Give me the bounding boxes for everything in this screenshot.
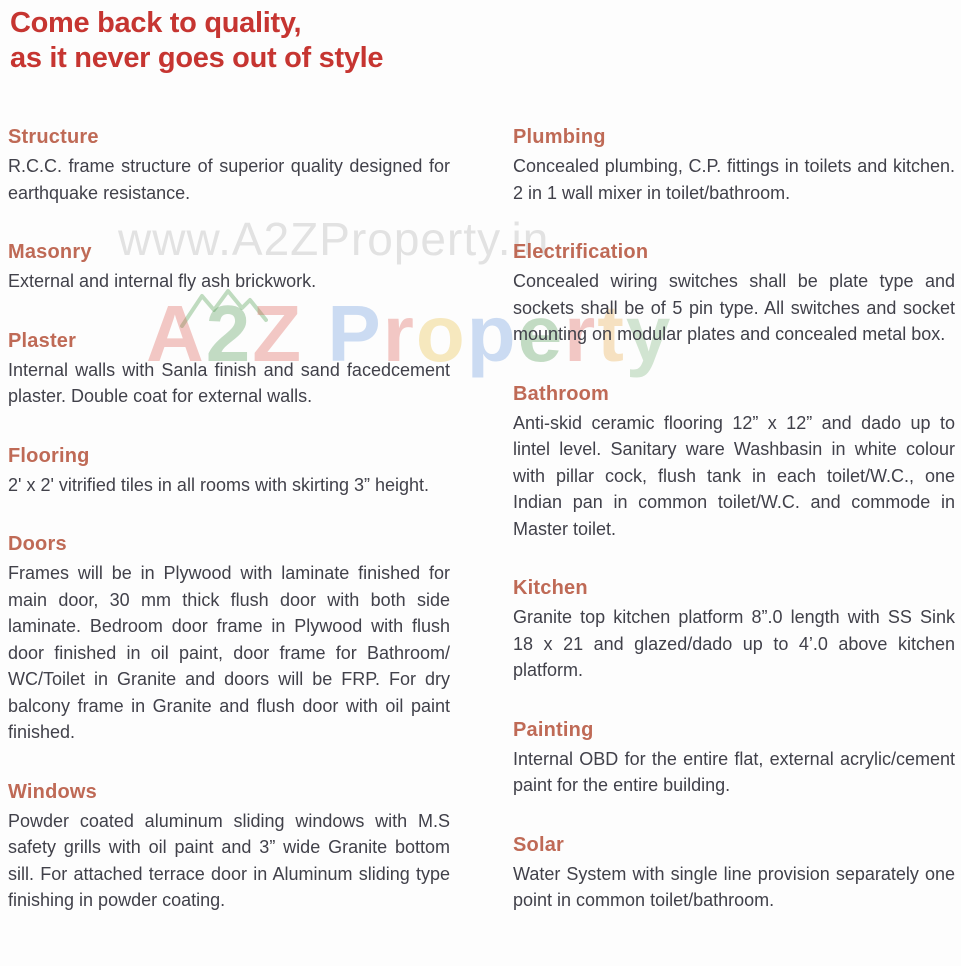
section-masonry — [8, 241, 450, 295]
section-plaster — [8, 330, 450, 410]
section-body-solar: Water System with single line provision separately one point in common toilet/bathroom. — [513, 863, 955, 910]
section-body-plaster: Internal walls with Sanla finish and sand facedcement plaster. Double coat for external walls. — [8, 359, 450, 406]
section-kitchen — [513, 577, 955, 684]
section-body-windows: Powder coated aluminum sliding windows with M.S safety grills with oil paint and 3” wide Granite bottom sill. For attached terrace door in Aluminum sliding type finishing in powder coating. — [8, 810, 450, 910]
section-heading-doors: Doors — [8, 533, 67, 555]
section-plumbing — [513, 126, 955, 206]
section-body-kitchen: Granite top kitchen platform 8”.0 length with SS Sink 18 x 21 and glazed/dado up to 4’.0 above kitchen platform. — [513, 607, 955, 680]
section-solar — [513, 834, 955, 914]
section-structure — [8, 126, 450, 206]
section-doors — [8, 533, 450, 746]
section-heading-structure: Structure — [8, 126, 99, 148]
section-heading-flooring: Flooring — [8, 444, 90, 467]
watermark-url-text: www.A2ZProperty.in — [118, 213, 550, 265]
section-heading-electrification: Electrification — [513, 241, 649, 263]
section-body-doors: Frames will be in Plywood with laminate finished for main door, 30 mm thick flush door with both side laminate. Bedroom door frame in Plywood with flush door finished in oil paint, door frame for Bathroom/ WC/Toilet in Granite and doors will be FRP. For dry balcony frame in Granite and flush door with oil paint finished. — [8, 563, 450, 742]
section-heading-bathroom: Bathroom — [513, 382, 610, 405]
page-title-line-1: Come back to quality, — [10, 7, 302, 39]
section-heading-solar: Solar — [513, 833, 565, 856]
section-heading-plaster: Plaster — [8, 329, 77, 352]
section-painting — [513, 719, 955, 799]
section-heading-masonry: Masonry — [8, 241, 92, 263]
section-heading-kitchen: Kitchen — [513, 577, 588, 599]
section-heading-windows: Windows — [8, 780, 97, 803]
section-body-masonry: External and internal fly ash brickwork. — [8, 271, 317, 291]
section-flooring — [8, 445, 450, 499]
section-electrification — [513, 241, 955, 348]
right-column — [513, 126, 955, 914]
section-body-painting: Internal OBD for the entire flat, external acrylic/cement paint for the entire building. — [513, 748, 955, 795]
section-bathroom — [513, 383, 955, 543]
section-body-flooring: 2' x 2' vitrified tiles in all rooms with skirting 3” height. — [8, 474, 430, 495]
section-heading-painting: Painting — [513, 718, 594, 741]
section-body-plumbing: Concealed plumbing, C.P. fittings in toilets and kitchen. 2 in 1 wall mixer in toilet/bathroom. — [513, 156, 955, 203]
page-title-line-2: as it never goes out of style — [10, 42, 384, 74]
two-column-body — [8, 126, 955, 914]
section-body-structure: R.C.C. frame structure of superior quality designed for earthquake resistance. — [8, 156, 450, 203]
section-body-bathroom: Anti-skid ceramic flooring 12” x 12” and dado up to lintel level. Sanitary ware Washbasin in white colour with pillar cock, flush tank in each toilet/W.C., one Indian pan in common toilet/W.C. and commode in Master toilet. — [513, 412, 955, 539]
section-heading-plumbing: Plumbing — [513, 126, 606, 148]
page-title — [8, 6, 955, 76]
section-body-electrification: Concealed wiring switches shall be plate type and sockets shall be of 5 pin type. All switches and socket mounting on modular plates and concealed metal box. — [513, 271, 955, 344]
a2z-logo-watermark-text: A2Z Property — [146, 289, 673, 378]
section-windows — [8, 781, 450, 914]
left-column — [8, 126, 450, 914]
